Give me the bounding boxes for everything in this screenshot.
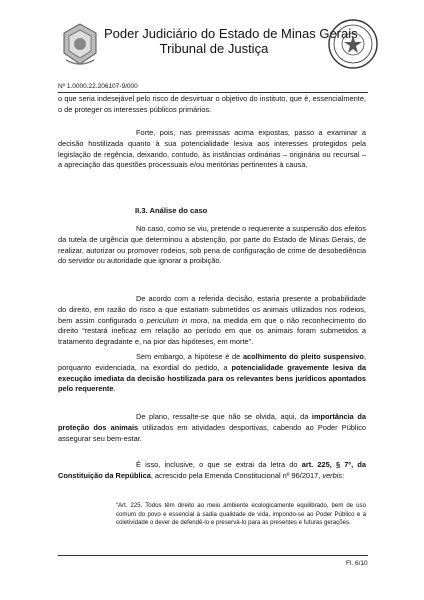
coat-of-arms-icon	[60, 22, 100, 66]
paragraph-3-part-b: , na medida em que o não reconhecimento do direito “restará ineficaz em relação ao período em que os animais foram submetidos a tratamento degradante e, na pior das hipóteses, em morte”.	[58, 315, 366, 347]
paragraph-5-bold: importância da proteção dos animais	[58, 412, 366, 432]
paragraph-1-text: Forte, pois, nas premissas acima expostas, passo a examinar a decisão hostilizada quanto à sua potencialidade lesiva aos interesses protegidos pela legislação de regência, deixando, contudo, às instâncias ordinárias – originária ou recursal – a apreciação das questões processuais e/ou meritórias pertinentes à causa.	[58, 128, 366, 170]
paragraph-2	[58, 224, 366, 267]
court-name	[104, 26, 358, 56]
process-number: Nº 1.0000.22.206107-9/000	[58, 83, 138, 90]
paragraph-4-part-d: .	[113, 384, 116, 394]
paragraph-6-bold: art. 225, § 7º, da Constituição da República	[58, 460, 366, 480]
paragraph-5-text	[58, 412, 366, 444]
footer-divider	[58, 555, 368, 556]
paragraph-0	[58, 94, 366, 116]
paragraph-5	[58, 412, 366, 444]
paragraph-6-text	[58, 460, 366, 482]
page-folio: Fl. 6/10	[346, 560, 368, 567]
header-divider	[58, 92, 368, 93]
paragraph-0-text: o que seria indesejável pelo risco de desvirtuar o objetivo do instituto, que é, essencialmente, o de proteger os interesses públicos primários.	[58, 94, 366, 114]
paragraph-6-part-c: , acrescido pela Emenda Constitucional nº 96/2017,	[150, 470, 323, 480]
court-line-1: Poder Judiciário do Estado de Minas Gerais	[104, 26, 358, 41]
paragraph-4-text	[58, 352, 366, 395]
paragraph-5-part-c: utilizados em atividades desportivas, cabendo ao Poder Público assegurar seu bem-estar.	[58, 422, 367, 443]
paragraph-4-part-c: , porquanto evidenciada, na exordial do pedido, a	[58, 352, 366, 372]
court-line-2: Tribunal de Justiça	[159, 41, 269, 56]
paragraph-2-text: No caso, como se viu, pretende o requerente a suspensão dos efeitos da tutela de urgência que determinou a abstenção, por parte do Estado de Minas Gerais, de realizar, autorizar ou promover rodeios, sob pena de configuração de crime de desobediência do servidor ou autoridade que ignorar a proibição.	[58, 224, 366, 266]
paragraph-1	[58, 128, 366, 171]
section-heading: II.3. Análise do caso	[135, 206, 208, 215]
paragraph-4-bold-1: acolhimento do pleito suspensivo	[242, 352, 364, 361]
paragraph-6-italic: verbis	[322, 470, 343, 480]
paragraph-4-part-a: Sem embargo, a hipótese é de	[136, 352, 243, 361]
paragraph-4-bold-2: potencialidade gravemente lesiva da execução imediata da decisão hostilizada para os relevantes bens jurídicos apontados pelo requerente	[58, 362, 366, 394]
paragraph-6-part-a: É isso, inclusive, o que se extrai da letra do	[136, 460, 302, 469]
paragraph-6	[58, 460, 366, 482]
paragraph-6-part-d: :	[342, 470, 345, 480]
paragraph-3-italic: periculum in mora	[146, 315, 208, 325]
paragraph-3-part-a: De acordo com a referida decisão, estaria presente a probabilidade do direito, em razão do risco a que estariam submetidos os animais utilizados nos rodeios, bem assim configurado o	[58, 294, 366, 325]
paragraph-5-part-a: De plano, ressalte-se que não se olvida, aqui, da	[136, 412, 312, 421]
paragraph-3-text	[58, 294, 366, 348]
paragraph-3	[58, 294, 366, 348]
court-seal-icon	[327, 18, 379, 70]
paragraph-4	[58, 352, 366, 395]
constitution-quote: “Art. 225. Todos têm direito ao meio ambiente ecologicamente equilibrado, bem de uso comum do povo e essencial à sadia qualidade de vida, impondo-se ao Poder Público e à coletividade o dever de defendê-lo e preservá-lo para as presentes e futuras gerações.	[116, 502, 366, 527]
